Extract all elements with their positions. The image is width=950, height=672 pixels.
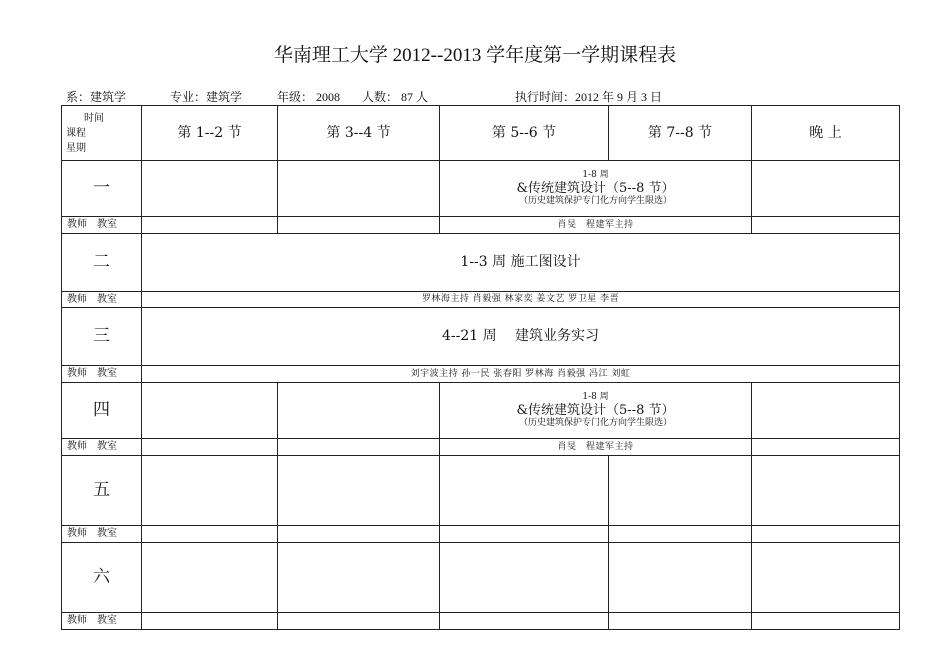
teacher-row-thu [62,439,900,456]
day-label-wed: 三 [62,308,142,366]
cell-empty [142,217,278,234]
header-evening: 晚 上 [752,106,900,161]
cell-empty [752,161,900,217]
cell-empty [440,456,609,526]
day-label-sat: 六 [62,543,142,613]
cell-empty [278,217,440,234]
day-row-fri [62,456,900,526]
teacher-room-label: 教师 教室 [62,292,142,308]
cell-empty [609,543,752,613]
teachers-mon: 肖旻 程建军主持 [440,217,752,234]
day-row-mon [62,161,900,217]
cell-empty [752,217,900,234]
cell-empty [440,526,609,543]
course-name: &传统建筑设计（5--8 节） [516,180,675,196]
cell-empty [752,439,900,456]
teachers-tue: 罗林海主持 肖毅强 林家奕 姜文艺 罗卫星 李晋 [142,292,900,308]
course-note: （历史建筑保护专门化方向学生限选） [518,196,672,207]
cell-empty [142,543,278,613]
day-label-mon: 一 [62,161,142,217]
cell-empty [142,383,278,439]
cell-empty [440,543,609,613]
teacher-room-label: 教师 教室 [62,217,142,234]
day-label-tue: 二 [62,234,142,292]
schedule-table [61,105,900,630]
day-row-tue [62,234,900,292]
cell-empty [142,161,278,217]
course-cell-wed: 4--21 周 建筑业务实习 [142,308,900,366]
teacher-row-sat [62,613,900,630]
teacher-room-label: 教师 教室 [62,366,142,383]
course-cell-mon [440,161,752,217]
cell-empty [278,543,440,613]
day-row-thu [62,383,900,439]
day-label-fri: 五 [62,456,142,526]
day-row-sat [62,543,900,613]
teacher-row-fri [62,526,900,543]
cell-empty [440,613,609,630]
course-name: &传统建筑设计（5--8 节） [516,402,675,418]
cell-empty [752,543,900,613]
cell-empty [752,383,900,439]
cell-empty [278,439,440,456]
teacher-row-tue [62,292,900,308]
teacher-room-label: 教师 教室 [62,526,142,543]
course-weeks: 1-8 周 [582,391,609,402]
info-exec-time: 执行时间：2012 年 9 月 3 日 [515,90,663,104]
corner-weekday: 星期 [66,142,86,154]
teacher-room-label: 教师 教室 [62,613,142,630]
header-period-3-4: 第 3--4 节 [278,106,440,161]
cell-empty [278,456,440,526]
corner-course: 课程 [66,127,86,139]
teachers-wed: 刘宇波主持 孙一民 张春阳 罗林海 肖毅强 冯江 刘虹 [142,366,900,383]
header-row [62,106,900,161]
cell-empty [278,383,440,439]
info-grade: 年级： 2008 [277,90,341,104]
info-major: 专业：建筑学 [170,90,243,104]
header-period-5-6: 第 5--6 节 [440,106,609,161]
course-cell-thu [440,383,752,439]
cell-empty [752,526,900,543]
info-count: 人数： 87 人 [362,90,429,104]
cell-empty [278,526,440,543]
teachers-thu: 肖旻 程建军主持 [440,439,752,456]
cell-empty [142,456,278,526]
cell-empty [278,613,440,630]
course-cell-tue: 1--3 周 施工图设计 [142,234,900,292]
cell-empty [142,526,278,543]
cell-empty [142,613,278,630]
cell-empty [278,161,440,217]
cell-empty [142,439,278,456]
corner-time: 时间 [84,112,104,124]
teacher-row-wed [62,366,900,383]
page-title: 华南理工大学 2012--2013 学年度第一学期课程表 [273,45,677,66]
teacher-row-mon [62,217,900,234]
course-weeks: 1-8 周 [582,169,609,180]
header-period-7-8: 第 7--8 节 [609,106,752,161]
header-corner-cell [62,106,142,161]
cell-empty [609,613,752,630]
course-note: （历史建筑保护专门化方向学生限选） [518,418,672,429]
header-period-1-2: 第 1--2 节 [142,106,278,161]
day-label-thu: 四 [62,383,142,439]
cell-empty [609,526,752,543]
teacher-room-label: 教师 教室 [62,439,142,456]
day-row-wed [62,308,900,366]
cell-empty [609,456,752,526]
cell-empty [752,456,900,526]
info-dept: 系：建筑学 [66,90,127,104]
cell-empty [752,613,900,630]
